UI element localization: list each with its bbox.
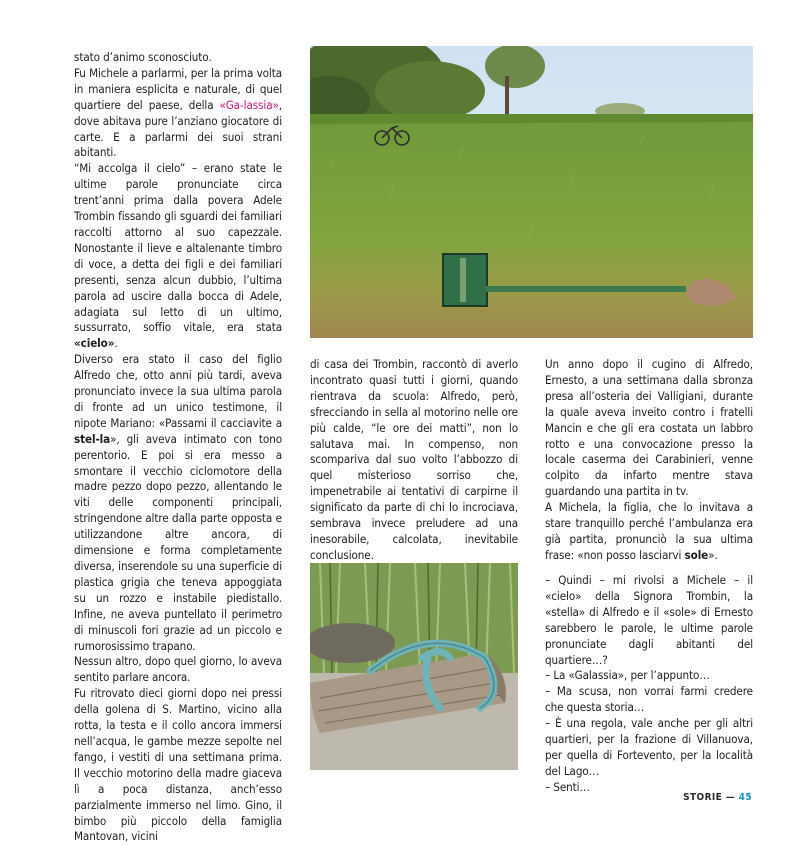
paragraph [545, 500, 753, 564]
text-run: Diverso era stato il caso del figlio Alfredo che, otto anni più tardi, aveva pronunciato invece la sua ultima parola di fronte ad un unico testimone, il nipote Mariano: «Passami il cacciavite a [74, 352, 282, 430]
text-run: – La «Galassia», per l’appunto… [545, 668, 710, 683]
text-run: ». [708, 547, 718, 562]
text-run: », gli aveva intimato con tono perentorio. E poi si era messo a smontare il vecchio ciclomotore della madre pezzo dopo pezzo, allentando le viti delle componenti principali, stringendone altre dalla parte opposta e utilizzandone altre ancora, di dimensione e forma completamente diversa, inserendole su una superficie di plastica grigia che teneva appoggiata su un rozzo e instabile piedistallo. Infine, ne aveva puntellato il perimetro di minuscoli fori grazie ad un piccolo e rumorosissimo trapano. [74, 431, 282, 653]
text-run: – Quindi – mi rivolsi a Michele – il «cielo» della Signora Trombin, la «stella» di Alfredo e il «sole» di Ernesto sarebbero le parole, le ultime parole pronunciate dagli abitanti del quartiere…? [545, 573, 753, 667]
text-run: Un anno dopo il cugino di Alfredo, Ernesto, a una settimana dalla sbronza presa all’osteria dei Valligiani, durante la quale aveva inveito contro i fratelli Mancin e che gli era costata un labbro rotto e una convocazione presso la locale caserma dei Carabinieri, venne colpito da infarto mentre stava guardando una partita in tv. [545, 357, 753, 499]
text-run: stato d’animo sconosciuto. [74, 50, 212, 64]
text-run: «Ga-lassia» [219, 97, 279, 112]
text-run: – Senti… [545, 779, 590, 794]
paragraph [545, 668, 753, 684]
paragraph [74, 161, 282, 352]
paragraph [545, 716, 753, 780]
text-run: di casa dei Trombin, raccontò di averlo incontrato quasi tutti i giorni, quando rientrava da scuola: Alfredo, però, sfrecciando in sella al motorino nelle ore più calde, “le ore dei matti”, non lo salutava mai. In compenso, non scompariva dal suo volto l’abbozzo di quel misterioso sorriso che, impenetrabile ai tentativi di carpirne il significato da parte di chi lo incrociava, sembrava invece preludere ad una inesorabile, calcolata, inevitabile conclusione. [310, 357, 518, 562]
text-run: stel-la [74, 431, 111, 446]
page-folio [683, 792, 752, 803]
paragraph [310, 357, 518, 564]
text-column-3-dialogue [545, 573, 753, 796]
page-number: 45 [738, 792, 752, 803]
text-run: , dove abitava pure l’anziano giocatore di carte. E a parlarmi dei suoi strani abitanti. [74, 97, 282, 160]
text-run: – Ma scusa, non vorrai farmi credere che questa storia… [545, 684, 753, 715]
text-run: – È una regola, vale anche per gli altri quartieri, per la frazione di Villanuova, per quella di Fortevento, per la località del Lago… [545, 716, 753, 778]
text-run: sole [684, 547, 709, 562]
section-label: STORIE — [683, 792, 736, 803]
photo-rope-on-log [310, 563, 518, 770]
paragraph [545, 357, 753, 500]
paragraph [545, 684, 753, 716]
text-run: A Michela, la figlia, che lo invitava a stare tranquillo perché l’ambulanza era già partita, pronunciò la sua ultima frase: «non posso lasciarvi [545, 500, 753, 562]
text-run: . [114, 336, 118, 351]
text-column-1 [74, 50, 282, 845]
text-run: Fu Michele a parlarmi, per la prima volta in maniera esplicita e naturale, di quel quartiere del paese, della [74, 65, 282, 112]
text-run: Nessun altro, dopo quel giorno, lo aveva sentito parlare ancora. [74, 654, 282, 685]
paragraph [74, 50, 282, 66]
photo-field-with-fallen-sign [310, 46, 753, 338]
text-column-3 [545, 357, 753, 564]
text-run: “Mi accolga il cielo” – erano state le ultime parole pronunciate circa trent’anni prima dalla povera Adele Trombin fissando gli sguardi dei familiari raccolti attorno al suo capezzale. Nonostante il lieve e altalenante timbro di voce, a detta dei figli e dei familiari presenti, senza alcun dubbio, l’ultima parola ad uscire dalla bocca di Adele, adagiata sul letto di un ultimo, sussurrato, soffio vitale, era stata [74, 161, 282, 335]
paragraph [74, 654, 282, 686]
paragraph [74, 686, 282, 845]
paragraph [74, 66, 282, 161]
paragraph [545, 573, 753, 668]
text-column-2 [310, 357, 518, 564]
text-run: Fu ritrovato dieci giorni dopo nei pressi della golena di S. Martino, vicino alla rotta, la testa e il collo ancora immersi nell’acqua, le gambe mezze sepolte nel fango, i vestiti di una settimana prima. Il vecchio motorino della madre giaceva lì a poca distanza, anch’esso parzialmente immerso nel limo. Gino, il bimbo più piccolo della famiglia Mantovan, vicini [74, 686, 282, 844]
text-run: «cielo» [74, 336, 115, 351]
paragraph [74, 352, 282, 654]
